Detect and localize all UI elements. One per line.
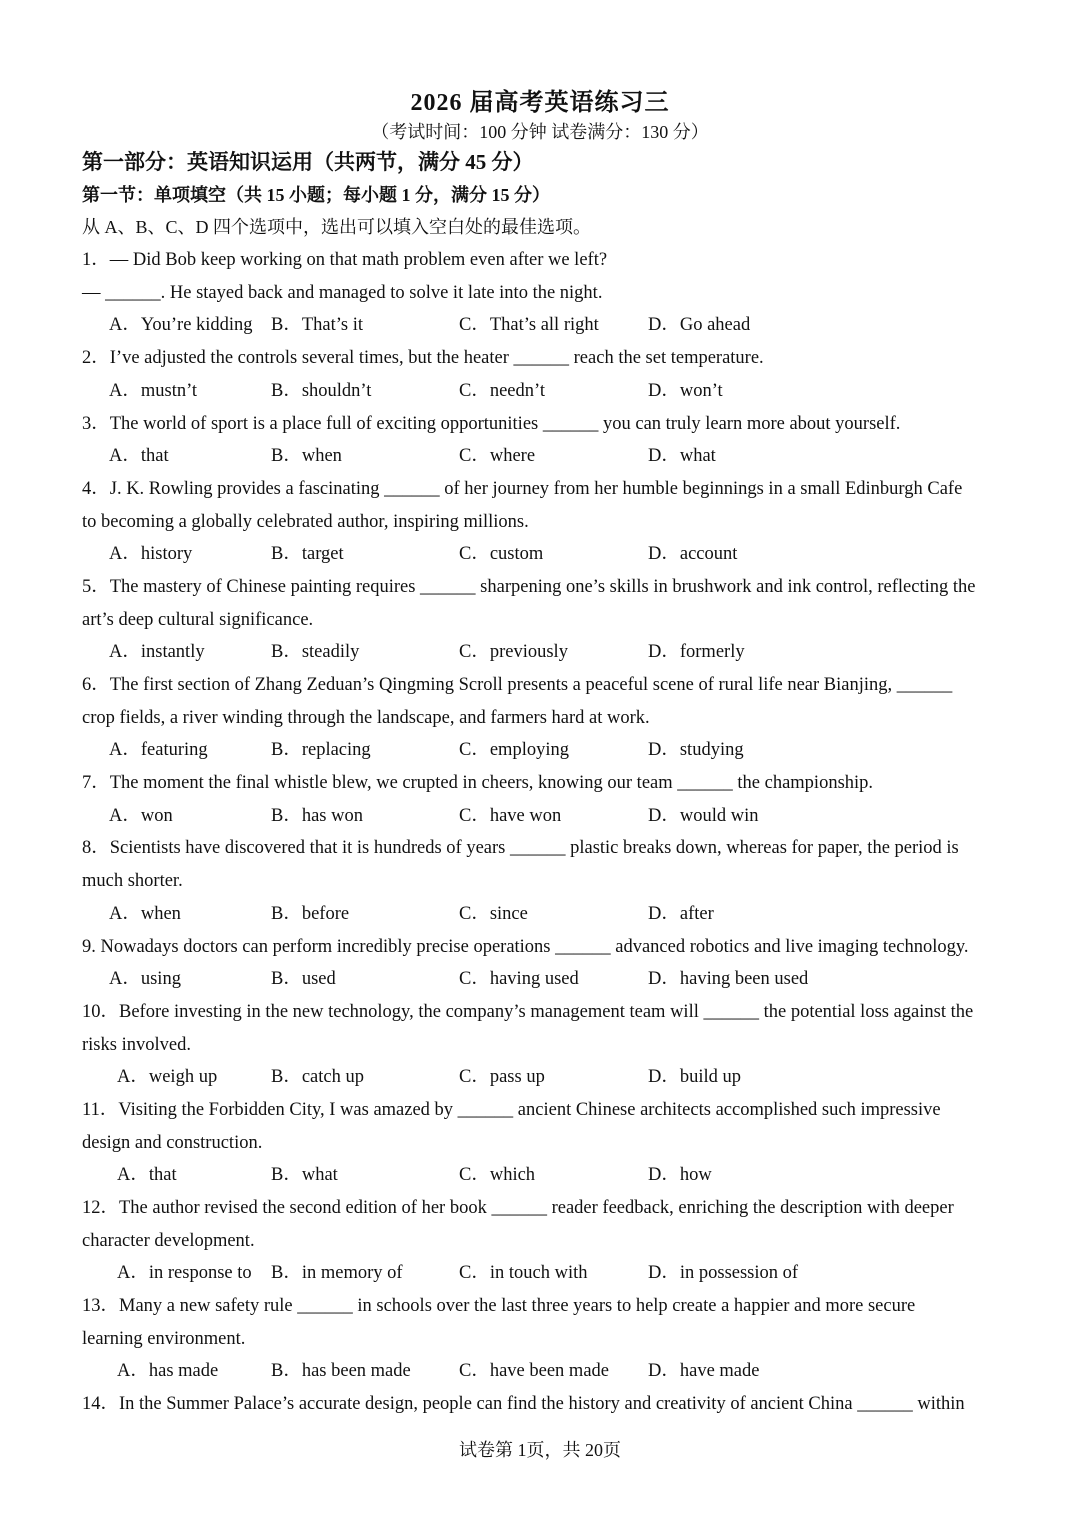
answer-option[interactable]: D．how: [648, 1165, 712, 1186]
answer-option[interactable]: C．needn’t: [459, 380, 545, 401]
answer-option[interactable]: B．That’s it: [271, 315, 363, 336]
answer-option[interactable]: B．steadily: [271, 642, 360, 663]
question-text-line: character development.: [82, 1230, 255, 1251]
answer-option[interactable]: B．what: [271, 1165, 338, 1186]
question-text-line: 6．The first section of Zhang Zeduan’s Qingming Scroll presents a peaceful scene of rural life near Bianjing, ______: [82, 675, 953, 695]
option-row: [82, 734, 1002, 767]
question-text-line: design and construction.: [82, 1132, 263, 1153]
answer-option[interactable]: A．weigh up: [117, 1067, 218, 1088]
answer-option[interactable]: B．before: [271, 903, 350, 924]
answer-option[interactable]: C．employing: [459, 740, 569, 761]
answer-option[interactable]: A．that: [117, 1165, 177, 1186]
question-text-line: 7．The moment the final whistle blew, we crupted in cheers, knowing our team ______ the championship.: [82, 773, 874, 794]
answer-option[interactable]: A．history: [109, 544, 193, 565]
answer-option[interactable]: A．using: [109, 969, 181, 990]
answer-option[interactable]: D．in possession of: [648, 1263, 799, 1284]
option-row: [82, 1061, 1002, 1094]
answer-option[interactable]: D．having been used: [648, 969, 809, 990]
question-item: [82, 244, 1002, 342]
question-item: [82, 669, 1002, 767]
question-text-line: crop fields, a river winding through the landscape, and farmers hard at work.: [82, 707, 650, 728]
answer-option[interactable]: A．that: [109, 446, 169, 467]
question-item: [82, 473, 1002, 571]
question-text-line: much shorter.: [82, 871, 183, 892]
answer-option[interactable]: A．when: [109, 903, 181, 924]
question-text-line: 3．The world of sport is a place full of exciting opportunities ______ you can truly learn more about yourself.: [82, 413, 901, 434]
answer-option[interactable]: B．replacing: [271, 740, 371, 761]
option-row: [82, 440, 1002, 473]
question-text-line: 12．The author revised the second edition of her book ______ reader feedback, enriching the description with deeper: [82, 1198, 954, 1218]
answer-option[interactable]: A．won: [109, 805, 173, 826]
question-text-line: 14．In the Summer Palace’s accurate design, people can find the history and creativity of ancient China ______ within: [82, 1394, 965, 1415]
option-row: [82, 1257, 1002, 1290]
answer-option[interactable]: D．studying: [648, 740, 744, 761]
page-footer: 试卷第 1页，共 20页: [459, 1440, 621, 1460]
answer-option[interactable]: D．won’t: [648, 380, 723, 401]
answer-option[interactable]: B．target: [271, 544, 344, 565]
answer-option[interactable]: D．account: [648, 544, 738, 565]
answer-option[interactable]: A．has made: [117, 1361, 219, 1382]
answer-option[interactable]: B．has won: [271, 805, 363, 826]
answer-option[interactable]: A．featuring: [109, 740, 208, 761]
option-row: [82, 963, 1002, 996]
option-row: [82, 538, 1002, 571]
question-item: [82, 408, 1002, 473]
question-text-line: to becoming a globally celebrated author, inspiring millions.: [82, 511, 529, 532]
answer-option[interactable]: A．mustn’t: [109, 380, 198, 401]
answer-option[interactable]: D．Go ahead: [648, 315, 751, 336]
option-row: [82, 898, 1002, 931]
answer-option[interactable]: C．where: [459, 446, 536, 467]
option-row: [82, 636, 1002, 669]
question-text-line: art’s deep cultural significance.: [82, 609, 314, 630]
answer-option[interactable]: C．pass up: [459, 1067, 545, 1088]
answer-option[interactable]: B．shouldn’t: [271, 380, 372, 401]
answer-option[interactable]: D．formerly: [648, 642, 745, 663]
answer-option[interactable]: C．have been made: [459, 1361, 609, 1382]
answer-option[interactable]: C．That’s all right: [459, 315, 599, 336]
answer-option[interactable]: C．have won: [459, 805, 562, 826]
question-text-line: 8．Scientists have discovered that it is hundreds of years ______ plastic breaks down, whereas for paper, the period is: [82, 838, 959, 859]
answer-option[interactable]: D．would win: [648, 805, 759, 826]
option-row: [82, 309, 1002, 342]
question-list: [82, 244, 1002, 1421]
question-item: [82, 931, 1002, 996]
question-item: [82, 1094, 1002, 1192]
question-item: [82, 996, 1002, 1094]
answer-option[interactable]: B．has been made: [271, 1361, 411, 1382]
question-text-line: 4．J. K. Rowling provides a fascinating ______ of her journey from her humble beginnings in a small Edinburgh Cafe: [82, 478, 963, 499]
option-row: [82, 800, 1002, 833]
question-item: [82, 832, 1002, 930]
question-text-line: learning environment.: [82, 1328, 246, 1349]
instruction-text: 从 A、B、C、D 四个选项中，选出可以填入空白处的最佳选项。: [82, 217, 592, 238]
question-item: [82, 571, 1002, 669]
answer-option[interactable]: B．when: [271, 446, 342, 467]
question-text-line: 2．I’ve adjusted the controls several times, but the heater ______ reach the set temperature.: [82, 348, 764, 369]
answer-option[interactable]: A．instantly: [109, 642, 205, 663]
answer-option[interactable]: D．after: [648, 903, 714, 924]
question-item: [82, 342, 1002, 407]
answer-option[interactable]: B．used: [271, 969, 336, 990]
answer-option[interactable]: C．having used: [459, 969, 579, 990]
answer-option[interactable]: C．since: [459, 903, 528, 924]
answer-option[interactable]: D．build up: [648, 1067, 742, 1088]
option-row: [82, 1159, 1002, 1192]
option-row: [82, 375, 1002, 408]
question-text-line: 9. Nowadays doctors can perform incredibly precise operations ______ advanced robotics and live imaging technology.: [82, 936, 969, 957]
question-item: [82, 1192, 1002, 1290]
question-text-line: risks involved.: [82, 1034, 191, 1055]
exam-subtitle: （考试时间：100 分钟 试卷满分：130 分）: [371, 122, 709, 142]
question-text-line: 10．Before investing in the new technology, the company’s management team will ______ the potential loss against the: [82, 1001, 974, 1022]
answer-option[interactable]: A．in response to: [117, 1263, 252, 1284]
part-heading: 第一部分：英语知识运用（共两节，满分 45 分）: [82, 150, 534, 174]
section-heading: 第一节：单项填空（共 15 小题；每小题 1 分，满分 15 分）: [82, 184, 550, 205]
answer-option[interactable]: C．which: [459, 1165, 536, 1186]
question-text-line: 5．The mastery of Chinese painting requires ______ sharpening one’s skills in brushwork and ink control, reflecting the: [82, 576, 976, 597]
option-row: [82, 1355, 1002, 1388]
exam-title: 2026 届高考英语练习三: [410, 90, 670, 116]
question-item: [82, 1388, 1002, 1421]
answer-option[interactable]: C．custom: [459, 544, 544, 565]
question-item: [82, 1290, 1002, 1388]
question-text-line: 1．— Did Bob keep working on that math problem even after we left?: [82, 250, 608, 271]
exam-content: [82, 146, 1002, 1421]
answer-option[interactable]: B．in memory of: [271, 1263, 403, 1284]
answer-option[interactable]: D．have made: [648, 1361, 760, 1382]
answer-option[interactable]: D．what: [648, 446, 716, 467]
answer-option[interactable]: C．in touch with: [459, 1263, 588, 1284]
question-text-line: 13．Many a new safety rule ______ in schools over the last three years to help create a happier and more secure: [82, 1296, 916, 1317]
answer-option[interactable]: B．catch up: [271, 1067, 364, 1088]
answer-option[interactable]: C．previously: [459, 642, 568, 663]
question-text-line: — ______. He stayed back and managed to solve it late into the night.: [82, 282, 603, 303]
answer-option[interactable]: A．You’re kidding: [109, 315, 253, 336]
question-text-line: 11．Visiting the Forbidden City, I was amazed by ______ ancient Chinese architects accomplished such impressive: [82, 1099, 941, 1120]
question-item: [82, 767, 1002, 832]
